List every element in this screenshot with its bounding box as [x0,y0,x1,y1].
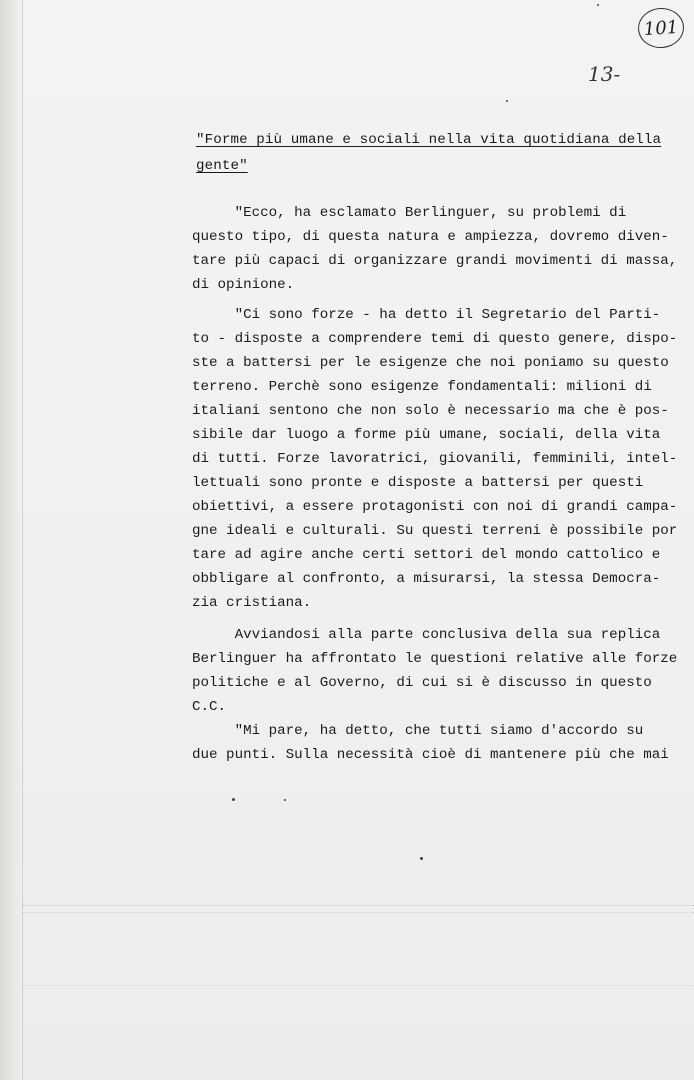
scan-artifact-line [22,985,694,987]
paragraph-1 [192,201,678,297]
text-line: di opinione. [192,277,295,293]
text-line: tare più capaci di organizzare grandi movimenti di massa, [192,253,678,269]
text-line: due punti. Sulla necessità cioè di mantenere più che mai [192,747,669,763]
text-line: to - disposte a comprendere temi di questo genere, dispo- [192,331,678,347]
scan-artifact-band [22,905,694,913]
section-heading [196,128,664,179]
scan-speck [284,799,286,801]
text-line: gne ideali e culturali. Su questi terreni è possibile por [192,523,678,539]
text-line: Avviandosi alla parte conclusiva della sua replica [192,627,661,643]
heading-line-1: "Forme più umane e sociali nella vita quotidiana della [196,132,662,148]
scan-speck [232,798,235,801]
scan-speck [597,4,599,6]
paragraph-2 [192,303,678,615]
scan-left-edge [0,0,22,1080]
scan-speck [506,100,508,102]
text-line: obiettivi, a essere protagonisti con noi di grandi campa- [192,499,678,515]
text-line: Berlinguer ha affrontato le questioni relative alle forze [192,651,678,667]
paragraph-3 [192,623,678,719]
text-line: sibile dar luogo a forme più umane, sociali, della vita [192,427,661,443]
text-line: lettuali sono pronte e disposte a battersi per questi [192,475,644,491]
text-line: "Ci sono forze - ha detto il Segretario del Parti- [192,307,661,323]
text-line: "Mi pare, ha detto, che tutti siamo d'accordo su [192,723,644,739]
page-stamp-number: 101 [637,6,686,49]
text-line: obbligare al confronto, a misurarsi, la stessa Democra- [192,571,661,587]
text-line: zia cristiana. [192,595,312,611]
heading-line-2: gente" [196,158,248,174]
text-line: C.C. [192,699,227,715]
text-line: tare ad agire anche certi settori del mondo cattolico e [192,547,661,563]
handwritten-page-number: 13- [588,62,621,86]
text-line: questo tipo, di questa natura e ampiezza, dovremo diven- [192,229,669,245]
paragraph-4 [192,719,672,767]
text-line: politiche e al Governo, di cui si è discusso in questo [192,675,652,691]
scan-left-line [22,0,23,1080]
scan-speck [420,857,423,860]
text-line: ste a battersi per le esigenze che noi poniamo su questo [192,355,669,371]
text-line: italiani sentono che non solo è necessario ma che è pos- [192,403,669,419]
text-line: "Ecco, ha esclamato Berlinguer, su problemi di [192,205,627,221]
text-line: terreno. Perchè sono esigenze fondamentali: milioni di [192,379,652,395]
text-line: di tutti. Forze lavoratrici, giovanili, femminili, intel- [192,451,678,467]
